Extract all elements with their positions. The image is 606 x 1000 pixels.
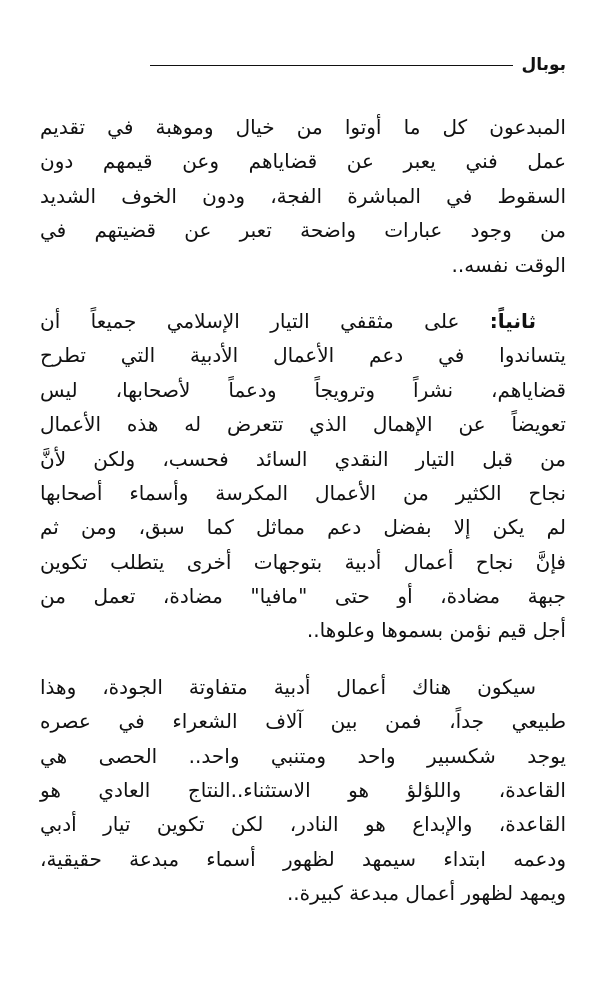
- text-line: من قبل التيار النقدي السائد فحسب، ولكن لأنَّ: [40, 446, 566, 471]
- paragraph-lead: ثانياً:: [489, 308, 536, 333]
- text-line: القاعدة، واللؤلؤ هو الاستثناء..النتاج العادي هو: [40, 778, 566, 803]
- text-line: نجاح الكثير من الأعمال المكرسة وأسماء أصحابها: [40, 480, 566, 505]
- text-line: عمل فني يعبر عن قضاياهم وعن قيمهم دون: [40, 149, 566, 174]
- text-line: يوجد شكسبير واحد ومتنبي واحد.. الحصى هي: [40, 743, 566, 768]
- text-line: السقوط في المباشرة الفجة، ودون الخوف الشديد: [40, 183, 566, 208]
- body-text: [40, 110, 566, 933]
- paragraph-1: [40, 110, 566, 282]
- text-line: ودعمه ابتداء سيمهد لظهور أسماء مبدعة حقيقية،: [40, 846, 566, 871]
- paragraph-3: [40, 670, 566, 911]
- text-line: من وجود عبارات واضحة تعبر عن قضيتهم في: [40, 218, 566, 243]
- header-rule: [150, 65, 513, 66]
- text-line-rest: على مثقفي التيار الإسلامي جميعاً أن: [40, 308, 490, 333]
- running-header: [150, 52, 566, 78]
- text-line: قضاياهم، نشراً وترويجاً ودعماً لأصحابها، ليس: [40, 377, 566, 402]
- text-line: [40, 304, 566, 338]
- paragraph-2: [40, 304, 566, 648]
- text-line: جبهة مضادة، أو حتى "مافيا" مضادة، تعمل من: [40, 584, 566, 609]
- text-line: ويمهد لظهور أعمال مبدعة كبيرة..: [286, 881, 566, 906]
- text-line: الوقت نفسه..: [451, 252, 566, 277]
- text-line: القاعدة، والإبداع هو النادر، لكن تكوين تيار أدبي: [40, 812, 566, 837]
- text-line: لم يكن إلا بفضل دعم مماثل كما سبق، ومن ثم: [40, 515, 566, 540]
- text-line: يتساندوا في دعم الأعمال الأدبية التي تطرح: [40, 343, 566, 368]
- text-line: تعويضاً عن الإهمال الذي تتعرض له هذه الأعمال: [40, 412, 566, 437]
- text-line: فإنَّ نجاح أعمال أدبية بتوجهات أخرى يتطلب تكوين: [40, 549, 566, 574]
- text-line: المبدعون كل ما أوتوا من خيال وموهبة في تقديم: [40, 115, 566, 139]
- running-header-title: بوبال: [521, 55, 566, 75]
- text-line: طبيعي جداً، فمن بين آلاف الشعراء في عصره: [40, 709, 566, 734]
- text-line: سيكون هناك أعمال أدبية متفاوتة الجودة، وهذا: [40, 674, 536, 699]
- text-line: أجل قيم نؤمن بسموها وعلوها..: [306, 618, 566, 643]
